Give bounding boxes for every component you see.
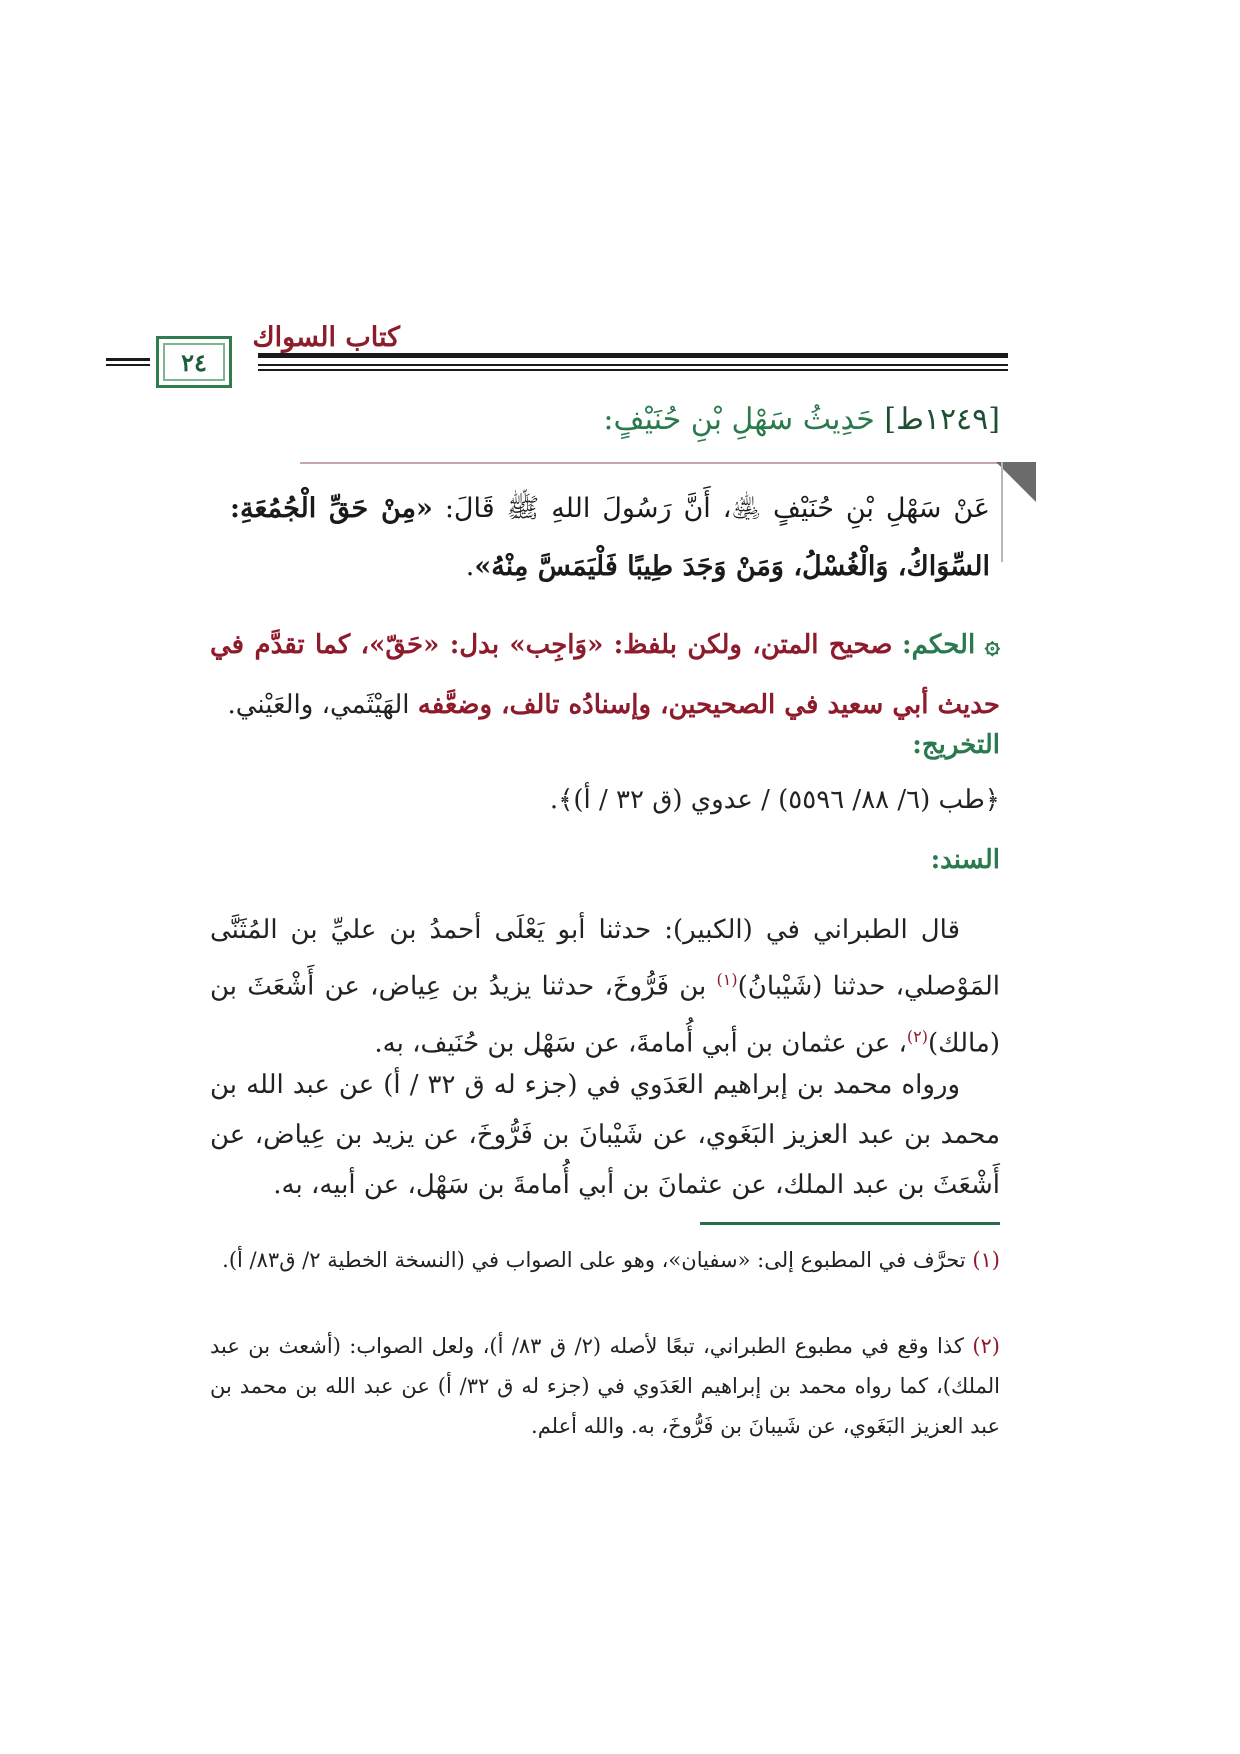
- sanad-p1-part-b: بن فَرُّوخَ، حدثنا يزيدُ بن عِياض، عن أَشْعَثَ بن (مالك): [210, 971, 1000, 1059]
- section-title: حَدِيثُ سَهْلِ بْنِ حُنَيْفٍ:: [603, 402, 875, 437]
- hadith-text: [230, 480, 990, 596]
- ruling-text: صحيح المتن، ولكن بلفظ: «وَاجِب» بدل: «حَقّ»، كما تقدَّم في حديث أبي سعيد في الصحيحين، وإسنادُه تالف، وضعَّفه: [210, 630, 1000, 720]
- header-rule-thin: [258, 364, 1008, 366]
- footnote-1-number: (١): [972, 1248, 1000, 1272]
- page-number: ٢٤: [181, 347, 207, 377]
- header-rule-thick: [258, 353, 1008, 358]
- book-title: كتاب السواك: [252, 322, 400, 353]
- takhrij-text: ﴿طب (٦/ ٨٨/ ٥٥٩٦) / عدوي (ق ٣٢ / أ)﴾.: [549, 785, 1000, 815]
- footnote-1-text: تحرَّف في المطبوع إلى: «سفيان»، وهو على الصواب في (النسخة الخطية ٢/ ق٨٣/ أ).: [222, 1248, 973, 1272]
- heading-underline: [300, 462, 1000, 464]
- sanad-p1-part-c: ، عن عثمان بن أبي أُمامةَ، عن سَهْل بن حُنَيف، به.: [374, 1028, 907, 1059]
- ruling-icon: ۞: [984, 630, 1001, 660]
- sanad-label: السند:: [930, 845, 1000, 875]
- hadith-quote: «مِنْ حَقِّ الْجُمُعَةِ: السِّوَاكُ، وَالْغُسْلُ، وَمَنْ وَجَدَ طِيبًا فَلْيَمَسَّ مِنْهُ»: [230, 493, 990, 582]
- footnote-1: [210, 1240, 1000, 1280]
- ruling-paragraph: [210, 615, 1000, 735]
- section-heading: [603, 402, 1000, 437]
- sanad-p1-part-a: قال الطبراني في (الكبير): حدثنا أبو يَعْلَى أحمدُ بن عليِّ بن المُثَنَّى المَوْصلي، حدثنا (شَيْبانُ): [210, 915, 1001, 1002]
- footnote-ref-2[interactable]: (٢): [906, 1026, 929, 1046]
- hadith-intro: عَنْ سَهْلِ بْنِ حُنَيْفٍ ﵁، أَنَّ رَسُولَ اللهِ ﷺ قَالَ:: [432, 493, 990, 524]
- page-number-badge: [156, 336, 232, 388]
- header-rule-thin-2: [258, 369, 1008, 371]
- footnote-2-text: كذا وقع في مطبوع الطبراني، تبعًا لأصله (٢/ ق ٨٣/ أ)، ولعل الصواب: (أشعث بن عبد الملك)، كما رواه محمد بن إبراهيم العَدَوي في (جزء له ق ٣٢/ أ) عن عبد الله بن محمد بن عبد العزيز البَغَوي، عن شَيبانَ بن فَرُّوخَ، به. والله أعلم.: [210, 1334, 1000, 1438]
- sanad-paragraph-1: [210, 905, 1000, 1068]
- footnote-2: [210, 1326, 1000, 1446]
- footnote-ref-1[interactable]: (١): [716, 970, 738, 989]
- corner-ornament-rule: [1001, 462, 1003, 562]
- section-number: [١٢٤٩ط]: [884, 402, 1000, 437]
- hadith-end: .: [465, 551, 475, 582]
- ruling-label: الحكم:: [902, 630, 976, 660]
- sanad-paragraph-2: ورواه محمد بن إبراهيم العَدَوي في (جزء له ق ٣٢ / أ) عن عبد الله بن محمد بن عبد العزيز البَغَوي، عن شَيْبانَ بن فَرُّوخَ، عن يزيد بن عِياض، عن أَشْعَثَ بن عبد الملك، عن عثمانَ بن أبي أُمامةَ بن سَهْل، عن أبيه، به.: [210, 1070, 1000, 1200]
- footnote-2-number: (٢): [972, 1334, 1000, 1358]
- footnote-separator: [700, 1222, 1000, 1225]
- badge-rule: [106, 358, 150, 361]
- ruling-rest: الهَيْثَمي، والعَيْني.: [227, 690, 418, 720]
- takhrij-label: التخريج:: [912, 730, 1000, 760]
- badge-rule-2: [106, 364, 150, 366]
